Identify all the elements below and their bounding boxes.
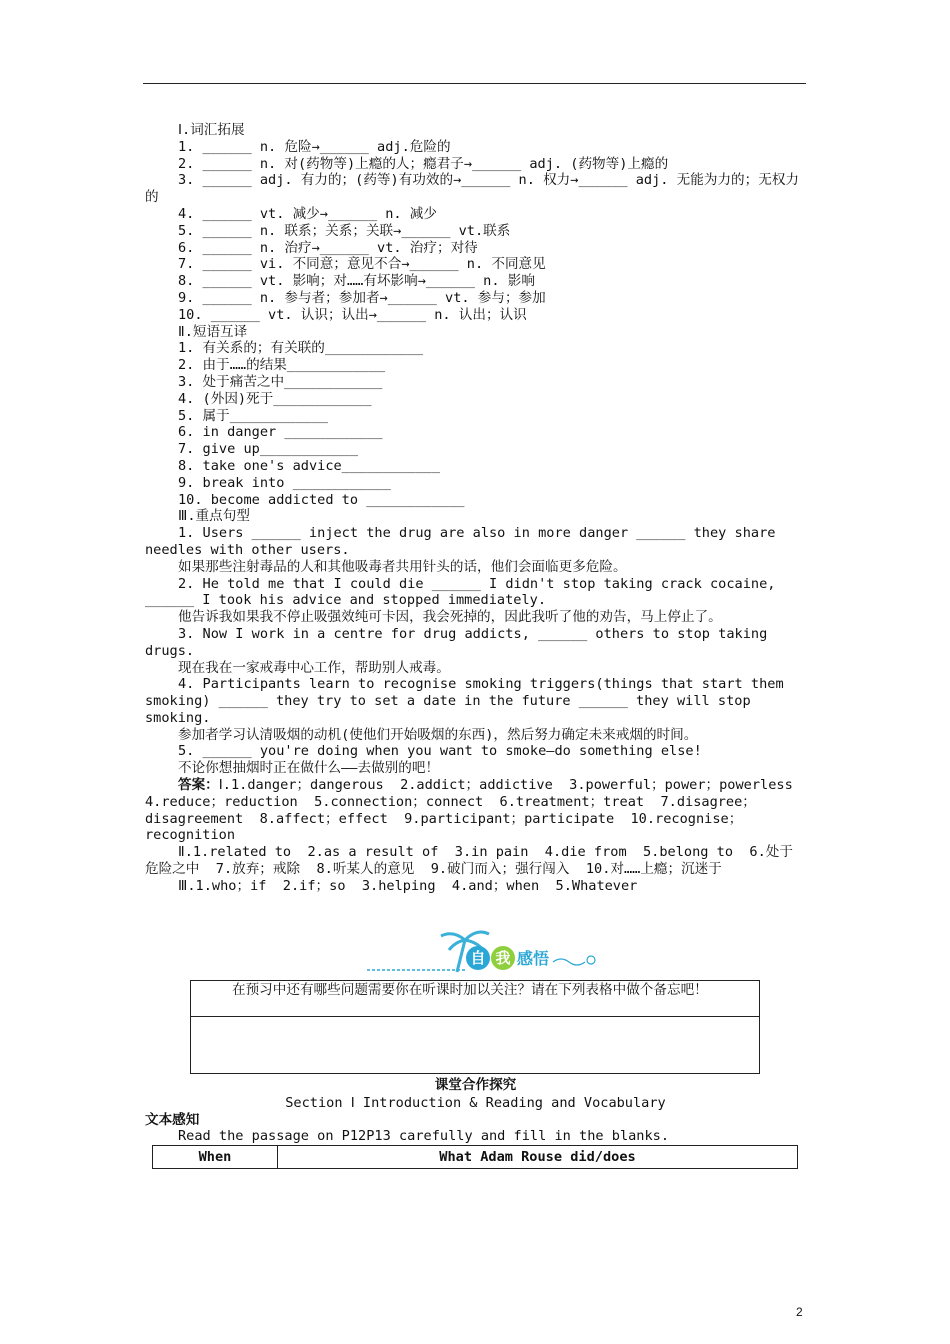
palm-tree-icon	[457, 940, 465, 972]
content-line: 1. ______ n. 危险→______ adj.危险的	[178, 138, 451, 155]
content-line: 10. ______ vt. 认识；认出→______ n. 认出；认识	[178, 306, 527, 323]
content-line: 现在我在一家戒毒中心工作，帮助别人戒毒。	[178, 659, 450, 676]
content-line: 5. ______ n. 联系；关系；关联→______ vt.联系	[178, 222, 511, 239]
content-line: 2. ______ n. 对(药物等)上瘾的人；瘾君子→______ adj. (药物等)上瘾的	[178, 155, 669, 172]
memo-blank-cell[interactable]	[191, 1017, 759, 1073]
content-line: 3. ______ adj. 有力的；(药等)有功效的→______ n. 权力→______ adj. 无能为力的；无权力的	[145, 172, 800, 206]
answers-block	[145, 777, 810, 844]
answers-part2: Ⅱ.1.related to 2.as a result of 3.in pain 4.die from 5.belong to 6.处于危险之中 7.放弃；戒除 8.听某人的意见 9.破门而入；强行闯入 10.对……上瘾；沉迷于	[145, 844, 793, 878]
content-line: 9. break into ____________	[178, 474, 391, 491]
content-line: 4. (外因)死于____________	[178, 390, 372, 407]
svg-text:感悟: 感悟	[517, 949, 550, 968]
content-line: Ⅱ.短语互译	[178, 323, 248, 340]
table-header-when: When	[153, 1146, 278, 1169]
section-title: Section Ⅰ Introduction & Reading and Vocabulary	[285, 1095, 666, 1111]
content-line: 他告诉我如果我不停止吸强效纯可卡因，我会死掉的，因此我听了他的劝告，马上停止了。	[178, 609, 722, 626]
content-line: 1. Users ______ inject the drug are also in more danger ______ they share needles with other users.	[145, 525, 784, 558]
class-section-title: 课堂合作探究	[434, 1077, 517, 1093]
content-line: 1. 有关系的；有关联的____________	[178, 340, 424, 357]
content-line: 6. in danger ____________	[178, 424, 383, 441]
content-line: 如果那些注射毒品的人和其他吸毒者共用针头的话，他们会面临更多危险。	[178, 558, 627, 575]
memo-prompt: 在预习中还有哪些问题需要你在听课时加以关注？请在下列表格中做个备忘吧！	[191, 981, 759, 1017]
content-line: 5. 属于____________	[178, 407, 328, 424]
answers-part1: Ⅰ.1.danger；dangerous 2.addict；addictive 3.powerful；power；powerless 4.reduce；reduction 5.connection；connect 6.treatment；treat 7.disagree；disagreement 8.affect；effect 9.participant；participate 10.recognise；recognition	[145, 777, 810, 844]
content-line: Ⅲ.重点句型	[178, 508, 250, 525]
svg-text:我: 我	[495, 949, 511, 967]
content-line: 7. ______ vi. 不同意；意见不合→______ n. 不同意见	[178, 256, 546, 273]
content-line: 8. ______ vt. 影响；对……有坏影响→______ n. 影响	[178, 273, 535, 290]
content-line: 3. Now I work in a centre for drug addicts, ______ others to stop taking drugs.	[145, 625, 776, 659]
content-line: 4. Participants learn to recognise smoking triggers(things that start them smoking) ______ they try to set a date in the future ______ they will stop smoking.	[145, 676, 792, 726]
answers-part3: Ⅲ.1.who；if 2.if；so 3.helping 4.and；when 5.Whatever	[178, 877, 638, 894]
content-line: 3. 处于痛苦之中____________	[178, 373, 383, 390]
exercise-content	[145, 122, 810, 895]
answers-label: 答案：	[178, 777, 219, 794]
content-line: 2. 由于……的结果____________	[178, 357, 386, 374]
content-line: Ⅰ.词汇拓展	[178, 122, 245, 138]
content-line: 4. ______ vt. 减少→______ n. 减少	[178, 205, 437, 222]
text-perception-label: 文本感知	[145, 1112, 200, 1128]
content-line: 9. ______ n. 参与者；参加者→______ vt. 参与；参加	[178, 289, 546, 306]
content-line: 6. ______ n. 治疗→______ vt. 治疗；对待	[178, 239, 478, 256]
content-line: 10. become addicted to ____________	[178, 491, 465, 508]
memo-table	[190, 980, 760, 1074]
content-line: 参加者学习认清吸烟的动机(使他们开始吸烟的东西)，然后努力确定未来戒烟的时间。	[178, 726, 698, 743]
page-number: 2	[796, 1305, 803, 1319]
reading-table	[152, 1145, 798, 1169]
content-line: 5. ______ you're doing when you want to smoke—do something else!	[178, 743, 702, 760]
content-line: 7. give up____________	[178, 441, 359, 458]
content-line: 8. take one's advice____________	[178, 457, 440, 474]
header-rule	[143, 83, 806, 84]
self-reflection-logo	[365, 926, 600, 976]
table-header-what: What Adam Rouse did/does	[278, 1146, 798, 1169]
content-line: 2. He told me that I could die ______ I didn't stop taking crack cocaine, ______ I took his advice and stopped immediately.	[145, 575, 784, 609]
instruction: Read the passage on P12P13 carefully and fill in the blanks.	[178, 1128, 670, 1144]
svg-text:自: 自	[470, 949, 486, 967]
content-line: 不论你想抽烟时正在做什么——去做别的吧！	[178, 760, 440, 777]
